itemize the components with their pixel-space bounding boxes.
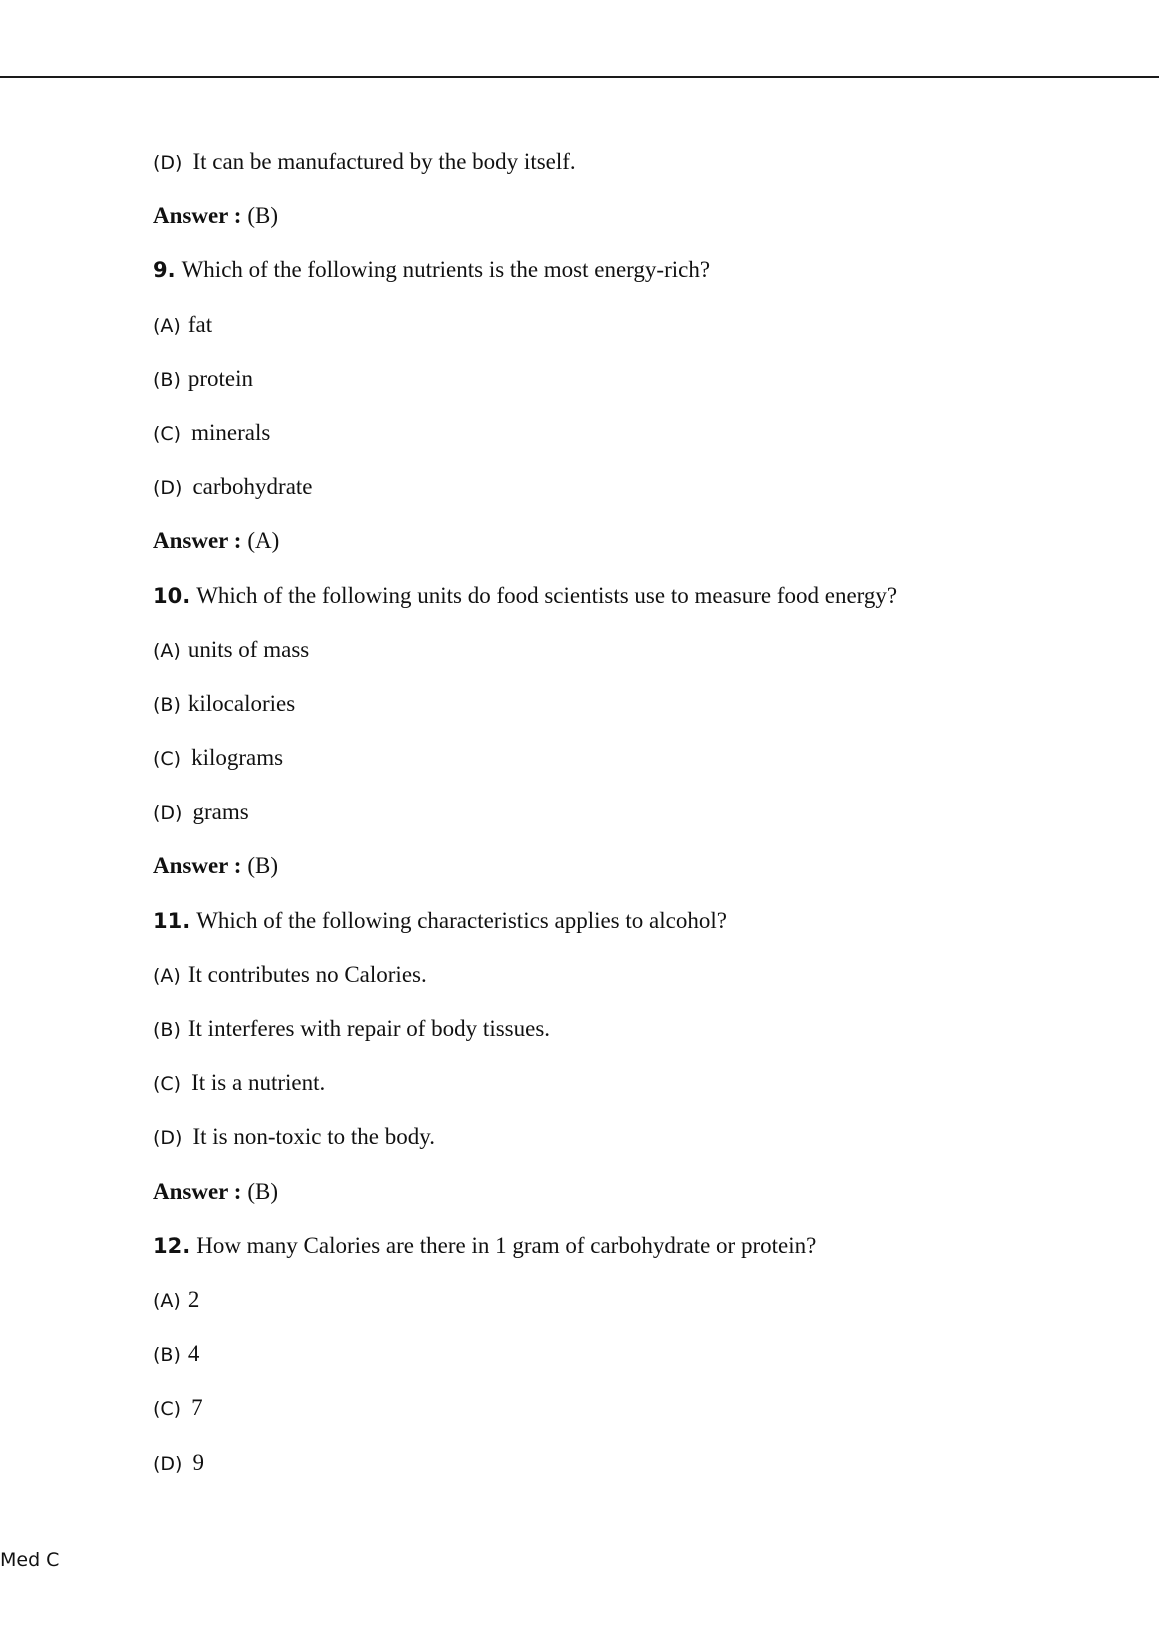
answer-option: [153, 1393, 1113, 1447]
answer-option: [153, 689, 1113, 743]
answer-key: [153, 201, 1113, 255]
option-text: It is a nutrient.: [191, 1070, 326, 1096]
answer-label: Answer :: [153, 203, 242, 229]
option-letter: (B): [153, 1019, 181, 1041]
footer-label: Med C: [0, 1549, 60, 1571]
answer-key: [153, 526, 1113, 580]
option-letter: (C): [153, 422, 182, 445]
question-list: [153, 147, 1113, 1502]
question-stem: [153, 255, 1113, 309]
option-text: It is non-toxic to the body.: [192, 1124, 436, 1150]
answer-option: [153, 310, 1113, 364]
option-letter: (C): [153, 1073, 182, 1096]
option-letter: (C): [153, 748, 182, 771]
question-stem: [153, 1231, 1113, 1285]
answer-key: [153, 851, 1113, 905]
option-text: 4: [187, 1341, 200, 1367]
answer-option: [153, 1068, 1113, 1122]
option-text: grams: [192, 799, 249, 825]
header-rule: [0, 76, 1159, 78]
question-stem: [153, 581, 1113, 635]
option-letter: (C): [153, 1398, 182, 1421]
option-text: units of mass: [187, 636, 310, 662]
question-number: 12.: [153, 1233, 191, 1258]
answer-option: [153, 1285, 1113, 1339]
question-text: Which of the following nutrients is the most energy-rich?: [181, 257, 711, 283]
answer-value: (B): [247, 203, 279, 229]
answer-option: [153, 1122, 1113, 1176]
option-letter: (A): [153, 1289, 181, 1312]
option-letter: (A): [153, 314, 181, 337]
option-text: It interferes with repair of body tissues.: [187, 1016, 551, 1041]
question-number: 10.: [153, 583, 191, 608]
option-text: protein: [187, 365, 254, 391]
answer-option: [153, 147, 1113, 201]
option-letter: (B): [153, 368, 181, 391]
option-text: 2: [187, 1286, 200, 1312]
option-letter: (A): [153, 964, 181, 987]
answer-option: [153, 1448, 1113, 1502]
option-text: minerals: [191, 419, 271, 445]
question-number: 9.: [153, 258, 176, 283]
answer-option: [153, 1014, 1113, 1068]
answer-option: [153, 635, 1113, 689]
answer-option: [153, 418, 1113, 472]
option-letter: (B): [153, 693, 181, 716]
answer-label: Answer :: [153, 528, 242, 554]
answer-option: [153, 797, 1113, 851]
option-text: kilocalories: [187, 690, 296, 716]
question-number: 11.: [153, 908, 191, 933]
option-text: fat: [187, 311, 213, 337]
option-letter: (D): [153, 802, 183, 825]
answer-label: Answer :: [153, 1178, 242, 1204]
option-text: It can be manufactured by the body itself.: [192, 149, 576, 174]
answer-option: [153, 364, 1113, 418]
answer-value: (B): [247, 1178, 279, 1204]
question-text: How many Calories are there in 1 gram of carbohydrate or protein?: [196, 1232, 817, 1258]
option-text: 9: [192, 1449, 204, 1475]
question-text: Which of the following characteristics applies to alcohol?: [196, 907, 727, 933]
question-text: Which of the following units do food scientists use to measure food energy?: [196, 582, 898, 608]
answer-value: (A): [247, 528, 280, 554]
option-letter: (D): [153, 477, 183, 500]
option-letter: (D): [153, 1452, 183, 1475]
answer-key: [153, 1177, 1113, 1231]
option-text: It contributes no Calories.: [187, 961, 427, 987]
option-text: kilograms: [191, 745, 284, 771]
question-stem: [153, 906, 1113, 960]
answer-option: [153, 1339, 1113, 1393]
answer-value: (B): [247, 853, 279, 879]
answer-option: [153, 743, 1113, 797]
option-letter: (A): [153, 639, 181, 662]
option-letter: (D): [153, 152, 183, 174]
option-letter: (D): [153, 1127, 183, 1150]
option-text: 7: [191, 1395, 203, 1421]
answer-option: [153, 960, 1113, 1014]
option-letter: (B): [153, 1344, 181, 1367]
answer-label: Answer :: [153, 853, 242, 879]
option-text: carbohydrate: [192, 474, 313, 500]
answer-option: [153, 472, 1113, 526]
